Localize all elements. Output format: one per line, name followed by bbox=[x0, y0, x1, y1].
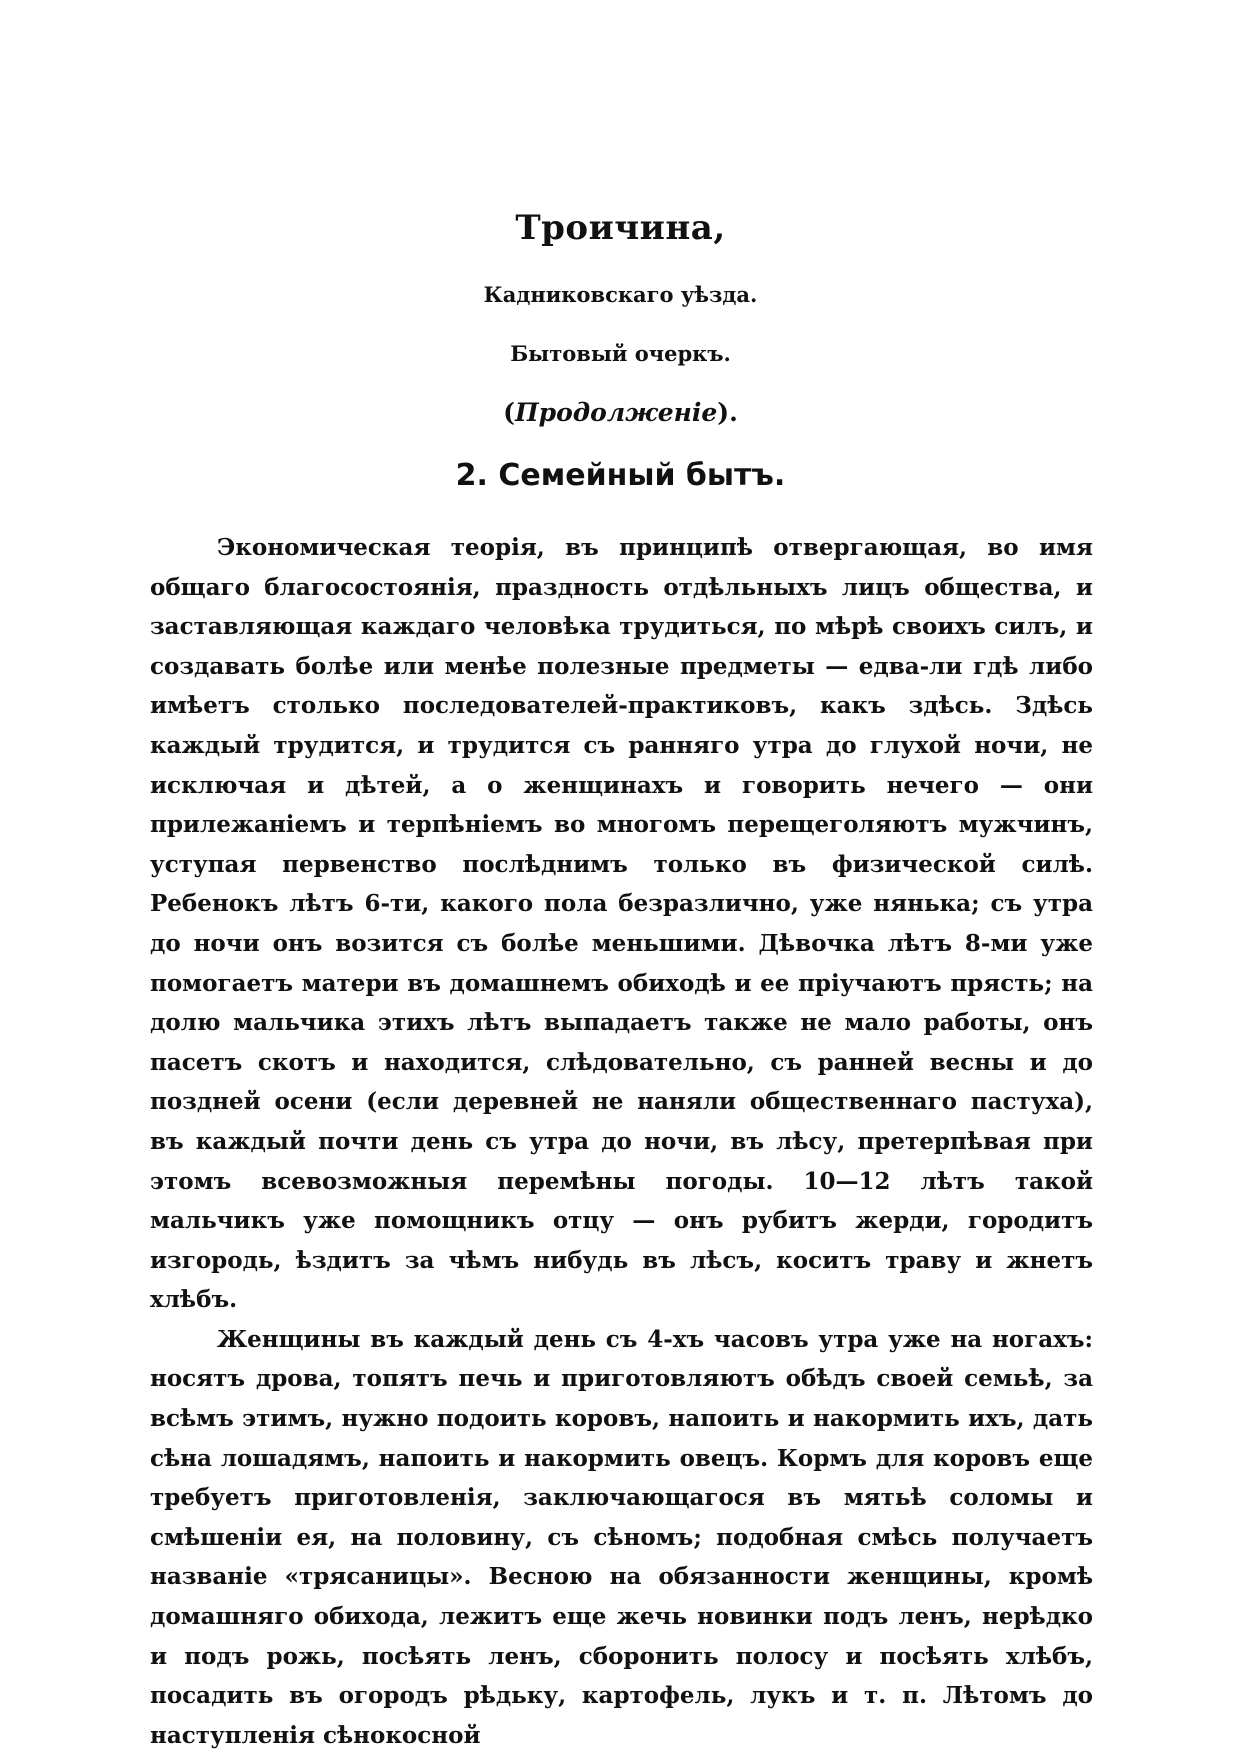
district-subtitle: Кадниковскаго уѣзда. bbox=[483, 282, 758, 307]
genre-subtitle: Бытовый очеркъ. bbox=[510, 341, 731, 366]
body-text bbox=[150, 528, 1093, 1755]
continuation-word: Продолженіе bbox=[514, 398, 718, 427]
body-paragraph: Женщины въ каждый день съ 4-хъ часовъ утра уже на ногахъ: носятъ дрова, топятъ печь и приготовляютъ обѣдъ своей семьѣ, за всѣмъ этимъ, нужно подоить коровъ, напоить и накормить ихъ, дать сѣна лошадямъ, напоить и накормить овецъ. Кормъ для коровъ еще требуетъ приготовленія, заключающагося въ мятьѣ соломы и смѣшеніи ея, на половину, съ сѣномъ; подобная смѣсь получаетъ названіе «трясаницы». Весною на обязанности женщины, кромѣ домашняго обихода, лежитъ еще жечь новинки подъ ленъ, нерѣдко и подъ рожь, посѣять ленъ, сборонить полосу и посѣять хлѣбъ, посадить въ огородъ рѣдьку, картофель, лукъ и т. п. Лѣтомъ до наступленія сѣнокосной bbox=[150, 1325, 1093, 1749]
continuation-open: ( bbox=[503, 398, 515, 427]
page-title: Троичина, bbox=[515, 208, 726, 248]
continuation-note bbox=[0, 398, 1241, 427]
continuation-close: ). bbox=[717, 398, 738, 427]
body-paragraph: Экономическая теорія, въ принципѣ отвергающая, во имя общаго благосостоянія, праздность отдѣльныхъ лицъ общества, и заставляющая каждаго человѣка трудиться, по мѣрѣ своихъ силъ, и создавать болѣе или менѣе полезные предметы — едва-ли гдѣ либо имѣетъ столько последователей-практиковъ, какъ здѣсь. Здѣсь каждый трудится, и трудится съ ранняго утра до глухой ночи, не исключая и дѣтей, а о женщинахъ и говорить нечего — они прилежаніемъ и терпѣніемъ во многомъ перещеголяютъ мужчинъ, уступая первенство послѣднимъ только въ физической силѣ. Ребенокъ лѣтъ 6-ти, какого пола безразлично, уже нянька; съ утра до ночи онъ возится съ болѣе меньшими. Дѣвочка лѣтъ 8-ми уже помогаетъ матери въ домашнемъ обиходѣ и ее пріучаютъ прясть; на долю мальчика этихъ лѣтъ выпадаетъ также не мало работы, онъ пасетъ скотъ и находится, слѣдовательно, съ ранней весны и до поздней осени (если деревней не наняли общественнаго пастуха), въ каждый почти день съ утра до ночи, въ лѣсу, претерпѣвая при этомъ всевозможныя перемѣны погоды. 10—12 лѣтъ такой мальчикъ уже помощникъ отцу — онъ рубитъ жерди, городитъ изгородь, ѣздитъ за чѣмъ нибудь въ лѣсъ, коситъ траву и жнетъ хлѣбъ. bbox=[150, 534, 1093, 1314]
section-heading: 2. Семейный бытъ. bbox=[455, 458, 786, 493]
